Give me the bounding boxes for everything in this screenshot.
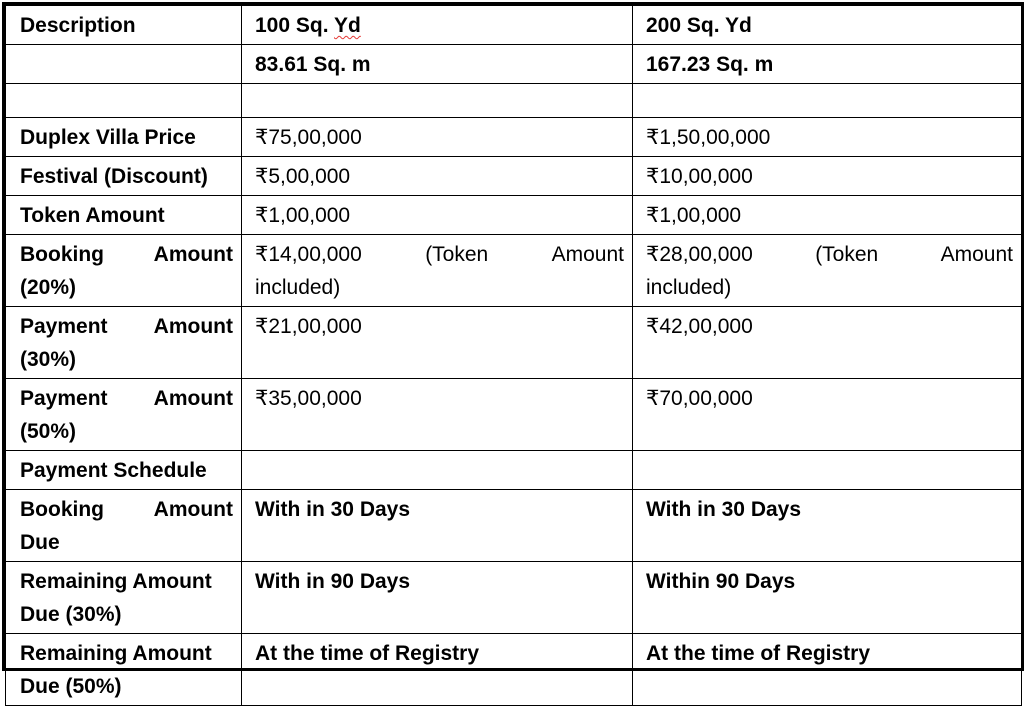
remaining-30-100: With in 90 Days — [242, 562, 633, 634]
row-label-payment-30 — [6, 307, 242, 379]
table-row — [6, 45, 1022, 84]
pricing-table — [5, 5, 1022, 706]
empty-cell — [242, 451, 633, 490]
festival-discount-200: ₹10,00,000 — [633, 157, 1022, 196]
label-line — [20, 310, 233, 343]
label-line: Remaining Amount — [20, 642, 212, 665]
value-word: (Token — [815, 243, 879, 266]
row-label-payment-schedule: Payment Schedule — [6, 451, 242, 490]
pricing-table-frame — [2, 2, 1024, 698]
label-word: Amount — [153, 315, 233, 338]
payment-30-100: ₹21,00,000 — [242, 307, 633, 379]
label-word: Amount — [153, 243, 233, 266]
table-row — [6, 157, 1022, 196]
table-row — [6, 235, 1022, 307]
table-row — [6, 196, 1022, 235]
label-word: Amount — [153, 498, 233, 521]
label-line — [20, 493, 233, 526]
label-line: (50%) — [20, 420, 77, 443]
value-word: ₹14,00,000 — [255, 243, 362, 266]
empty-cell — [6, 45, 242, 84]
label-word: Payment — [20, 387, 108, 410]
empty-cell — [242, 84, 633, 118]
value-word: Amount — [551, 243, 624, 266]
empty-cell — [633, 84, 1022, 118]
value-line — [255, 238, 624, 271]
header-100-unit: Yd — [334, 14, 361, 37]
duplex-price-200: ₹1,50,00,000 — [633, 118, 1022, 157]
row-label-token-amount: Token Amount — [6, 196, 242, 235]
header-100-sqm: 83.61 Sq. m — [242, 45, 633, 84]
value-line: included) — [255, 276, 341, 299]
header-200-sqm: 167.23 Sq. m — [633, 45, 1022, 84]
booking-amount-100 — [242, 235, 633, 307]
label-line: Due — [20, 531, 60, 554]
row-label-duplex-price: Duplex Villa Price — [6, 118, 242, 157]
table-row — [6, 634, 1022, 706]
label-word: Booking — [20, 243, 104, 266]
table-row — [6, 118, 1022, 157]
table-row — [6, 562, 1022, 634]
booking-due-100: With in 30 Days — [242, 490, 633, 562]
empty-cell — [6, 84, 242, 118]
label-word: Booking — [20, 498, 104, 521]
label-line — [20, 238, 233, 271]
token-amount-100: ₹1,00,000 — [242, 196, 633, 235]
label-line — [20, 382, 233, 415]
table-row — [6, 6, 1022, 45]
row-label-payment-50 — [6, 379, 242, 451]
remaining-50-100: At the time of Registry — [242, 634, 633, 706]
row-label-booking-due — [6, 490, 242, 562]
label-line: Due (50%) — [20, 675, 122, 698]
table-row — [6, 307, 1022, 379]
value-line — [646, 238, 1013, 271]
payment-50-100: ₹35,00,000 — [242, 379, 633, 451]
table-row — [6, 379, 1022, 451]
table-row — [6, 451, 1022, 490]
duplex-price-100: ₹75,00,000 — [242, 118, 633, 157]
header-200-sqyd: 200 Sq. Yd — [633, 6, 1022, 45]
label-line: Remaining Amount — [20, 570, 212, 593]
table-row — [6, 84, 1022, 118]
row-label-festival-discount: Festival (Discount) — [6, 157, 242, 196]
row-label-remaining-30 — [6, 562, 242, 634]
empty-cell — [633, 451, 1022, 490]
label-line: (30%) — [20, 348, 77, 371]
row-label-remaining-50 — [6, 634, 242, 706]
remaining-50-200: At the time of Registry — [633, 634, 1022, 706]
value-word: Amount — [940, 243, 1013, 266]
booking-amount-200 — [633, 235, 1022, 307]
label-line: Due (30%) — [20, 603, 122, 626]
token-amount-200: ₹1,00,000 — [633, 196, 1022, 235]
label-word: Payment — [20, 315, 108, 338]
header-description: Description — [6, 6, 242, 45]
value-line: included) — [646, 276, 732, 299]
header-100-prefix: 100 Sq. — [255, 14, 334, 37]
payment-50-200: ₹70,00,000 — [633, 379, 1022, 451]
festival-discount-100: ₹5,00,000 — [242, 157, 633, 196]
table-row — [6, 490, 1022, 562]
value-word: ₹28,00,000 — [646, 243, 753, 266]
value-word: (Token — [425, 243, 489, 266]
row-label-booking-amount — [6, 235, 242, 307]
label-line: (20%) — [20, 276, 77, 299]
label-word: Amount — [153, 387, 233, 410]
remaining-30-200: Within 90 Days — [633, 562, 1022, 634]
header-100-sqyd — [242, 6, 633, 45]
payment-30-200: ₹42,00,000 — [633, 307, 1022, 379]
booking-due-200: With in 30 Days — [633, 490, 1022, 562]
